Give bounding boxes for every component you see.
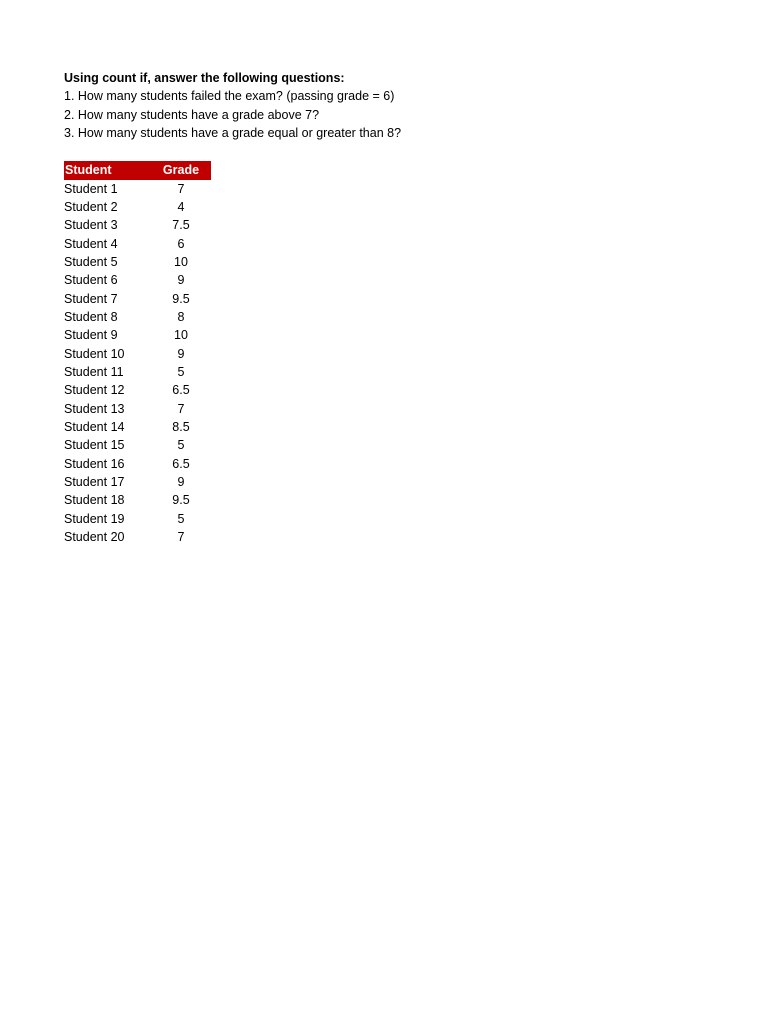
student-cell[interactable]: Student 7: [64, 291, 118, 306]
table-row: [64, 198, 211, 216]
grade-cell[interactable]: 6: [177, 236, 185, 251]
grade-cell[interactable]: 7: [177, 181, 185, 196]
grade-cell[interactable]: 7.5: [172, 218, 190, 233]
student-cell[interactable]: Student 14: [64, 420, 125, 434]
table-row: [64, 180, 211, 198]
student-cell[interactable]: Student 13: [64, 401, 125, 416]
instructions-block: [64, 69, 401, 142]
student-cell[interactable]: Student 3: [64, 218, 118, 233]
question-2: 2. How many students have a grade above 7?: [64, 107, 320, 122]
grade-cell[interactable]: 9: [177, 273, 185, 288]
table-row: [64, 528, 211, 546]
header-grade[interactable]: Grade: [151, 161, 211, 179]
student-cell[interactable]: Student 18: [64, 493, 125, 508]
grade-cell[interactable]: 5: [177, 364, 185, 379]
table-row: [64, 510, 211, 528]
table-row: [64, 491, 211, 509]
grade-cell[interactable]: 6.5: [172, 383, 190, 398]
spreadsheet-sheet: [64, 69, 401, 546]
table-row: [64, 326, 211, 344]
student-cell[interactable]: Student 20: [64, 530, 125, 545]
student-cell[interactable]: Student 4: [64, 236, 118, 251]
table-row: [64, 381, 211, 399]
grade-cell[interactable]: 8.5: [172, 420, 190, 434]
table-row: [64, 473, 211, 491]
table-row: [64, 400, 211, 418]
header-row: [64, 161, 211, 179]
student-cell[interactable]: Student 8: [64, 309, 118, 324]
question-3: 3. How many students have a grade equal or greater than 8?: [64, 125, 402, 140]
grade-cell[interactable]: 7: [177, 401, 185, 416]
table-row: [64, 216, 211, 234]
table-row: [64, 271, 211, 289]
table-body: [64, 180, 211, 547]
grade-cell[interactable]: 7: [177, 530, 185, 545]
table-row: [64, 290, 211, 308]
table-row: [64, 235, 211, 253]
instructions-heading: Using count if, answer the following questions:: [64, 71, 345, 85]
header-student[interactable]: Student: [64, 161, 151, 179]
grade-cell[interactable]: 6.5: [172, 456, 190, 471]
table-row: [64, 253, 211, 271]
table-row: [64, 418, 211, 436]
student-cell[interactable]: Student 9: [64, 328, 118, 343]
question-1: 1. How many students failed the exam? (passing grade = 6): [64, 89, 395, 104]
grade-cell[interactable]: 10: [174, 328, 188, 343]
student-cell[interactable]: Student 15: [64, 438, 125, 453]
student-cell[interactable]: Student 19: [64, 511, 125, 526]
student-cell[interactable]: Student 2: [64, 199, 118, 214]
student-cell[interactable]: Student 1: [64, 181, 118, 196]
grade-cell[interactable]: 9.5: [172, 493, 190, 508]
student-cell[interactable]: Student 12: [64, 383, 125, 398]
student-cell[interactable]: Student 11: [64, 364, 124, 379]
grade-cell[interactable]: 5: [177, 438, 185, 453]
student-cell[interactable]: Student 16: [64, 456, 125, 471]
table-header: [64, 161, 211, 179]
student-cell[interactable]: Student 17: [64, 475, 125, 490]
grade-cell[interactable]: 9: [177, 346, 185, 361]
grade-cell[interactable]: 9.5: [172, 291, 190, 306]
grade-cell[interactable]: 10: [174, 254, 188, 269]
table-row: [64, 345, 211, 363]
grade-cell[interactable]: 8: [177, 309, 185, 324]
grade-cell[interactable]: 9: [177, 475, 185, 490]
student-cell[interactable]: Student 6: [64, 273, 118, 288]
grade-cell[interactable]: 5: [177, 511, 185, 526]
table-row: [64, 363, 211, 381]
grades-table: [64, 161, 211, 546]
table-row: [64, 455, 211, 473]
grade-cell[interactable]: 4: [177, 199, 185, 214]
student-cell[interactable]: Student 10: [64, 346, 125, 361]
student-cell[interactable]: Student 5: [64, 254, 118, 269]
table-row: [64, 436, 211, 454]
table-row: [64, 308, 211, 326]
